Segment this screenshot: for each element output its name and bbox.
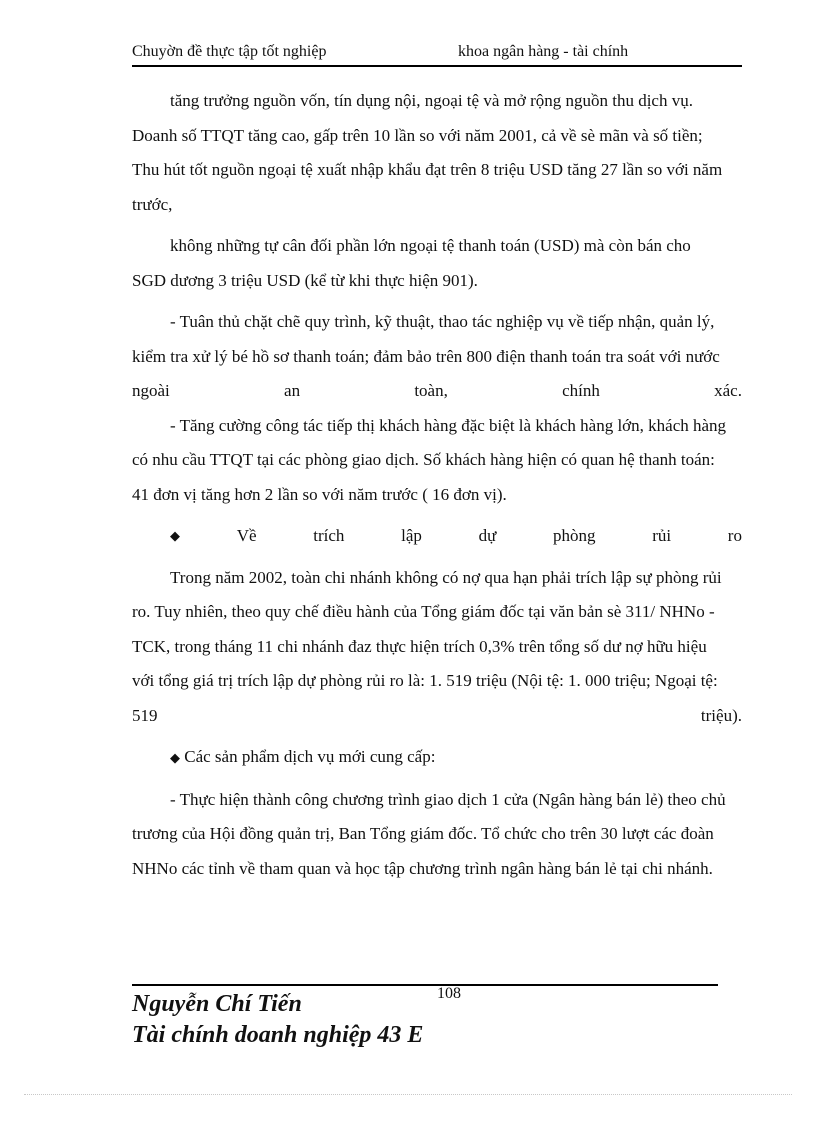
text-line: - Tuân thủ chặt chẽ quy trình, kỹ thuật, thao tác nghiệp vụ về tiếp nhận, quản lý, xyxy=(170,312,715,331)
page-number: 108 xyxy=(437,985,461,1002)
word: 519 xyxy=(132,705,158,725)
word: triệu). xyxy=(700,705,742,725)
text-line: SGD dương 3 triệu USD (kể từ khi thực hiện 901). xyxy=(132,270,478,290)
word: trích xyxy=(313,526,345,545)
word: xác. xyxy=(714,381,742,400)
text-line: NHNo các tỉnh về tham quan và học tập chương trình ngân hàng bán lẻ tại chi nhánh. xyxy=(132,858,713,878)
word: chính xyxy=(562,381,600,400)
text-line: trước, xyxy=(132,194,173,214)
author-name: Nguyễn Chí Tiến xyxy=(132,991,302,1017)
section-heading xyxy=(132,519,742,554)
word: toàn, xyxy=(414,381,448,400)
diamond-bullet-icon: ◆ xyxy=(170,528,180,543)
word: rủi xyxy=(652,526,672,545)
text-line: tăng trưởng nguồn vốn, tín dụng nội, ngoại tệ và mở rộng nguồn thu dịch vụ. xyxy=(170,91,693,110)
word: Về xyxy=(236,526,257,545)
footer-divider xyxy=(132,984,718,986)
page-header xyxy=(132,41,742,67)
spread-line xyxy=(132,699,742,734)
text-line: TCK, trong tháng 11 chi nhánh đaz thực hiện trích 0,3% trên tổng số dư nợ hữu hiệu xyxy=(132,636,707,656)
word: ngoài xyxy=(132,381,170,400)
document-body xyxy=(132,84,742,886)
text-line: có nhu cầu TTQT tại các phòng giao dịch. Số khách hàng hiện có quan hệ thanh toán: xyxy=(132,450,715,469)
diamond-bullet-icon: ◆ xyxy=(170,750,180,765)
page-edge-divider xyxy=(24,1094,792,1095)
bullet-item xyxy=(132,740,742,776)
word: dự xyxy=(478,526,497,545)
text-line: trương của Hội đồng quản trị, Ban Tổng giám đốc. Tổ chức cho trên 30 lượt các đoàn xyxy=(132,824,714,843)
spread-line xyxy=(132,374,742,409)
text-line: Thu hút tốt nguồn ngoại tệ xuất nhập khẩu đạt trên 8 triệu USD tăng 27 lần so với năm xyxy=(132,160,723,179)
text-line: 41 đơn vị tăng hơn 2 lần so với năm trước ( 16 đơn vị). xyxy=(132,484,507,504)
header-department: khoa ngân hàng - tài chính xyxy=(458,43,629,60)
word: an xyxy=(284,381,301,400)
text-line: ro. Tuy nhiên, theo quy chế điều hành của Tổng giám đốc tại văn bản sè 311/ NHNo - xyxy=(132,602,715,621)
text-line: Trong năm 2002, toàn chi nhánh không có nợ qua hạn phải trích lập sự phòng rủi xyxy=(170,567,722,587)
header-title: Chuyờn đề thực tập tốt nghiệp xyxy=(132,43,327,60)
footer-signature xyxy=(132,989,423,1051)
text-line: Doanh số TTQT tăng cao, gấp trên 10 lần so với năm 2001, cả về sè mãn và số tiền; xyxy=(132,125,703,145)
text-line: kiểm tra xử lý bé hồ sơ thanh toán; đảm bảo trên 800 điện thanh toán tra soát với nước xyxy=(132,346,720,366)
class-name: Tài chính doanh nghiệp 43 E xyxy=(132,1022,424,1048)
word: ro xyxy=(727,526,742,545)
bullet-text: Các sản phẩm dịch vụ mới cung cấp: xyxy=(184,747,436,766)
word: lập xyxy=(401,526,422,545)
text-line: - Tăng cường công tác tiếp thị khách hàng đặc biệt là khách hàng lớn, khách hàng xyxy=(170,415,727,435)
text-line: với tổng giá trị trích lập dự phòng rủi ro là: 1. 519 triệu (Nội tệ: 1. 000 triệu; Ngoại tệ: xyxy=(132,671,718,690)
text-line: không những tự cân đối phần lớn ngoại tệ thanh toán (USD) mà còn bán cho xyxy=(170,236,691,255)
word: phòng xyxy=(553,526,596,545)
text-line: - Thực hiện thành công chương trình giao dịch 1 cửa (Ngân hàng bán lẻ) theo chủ xyxy=(170,789,726,809)
